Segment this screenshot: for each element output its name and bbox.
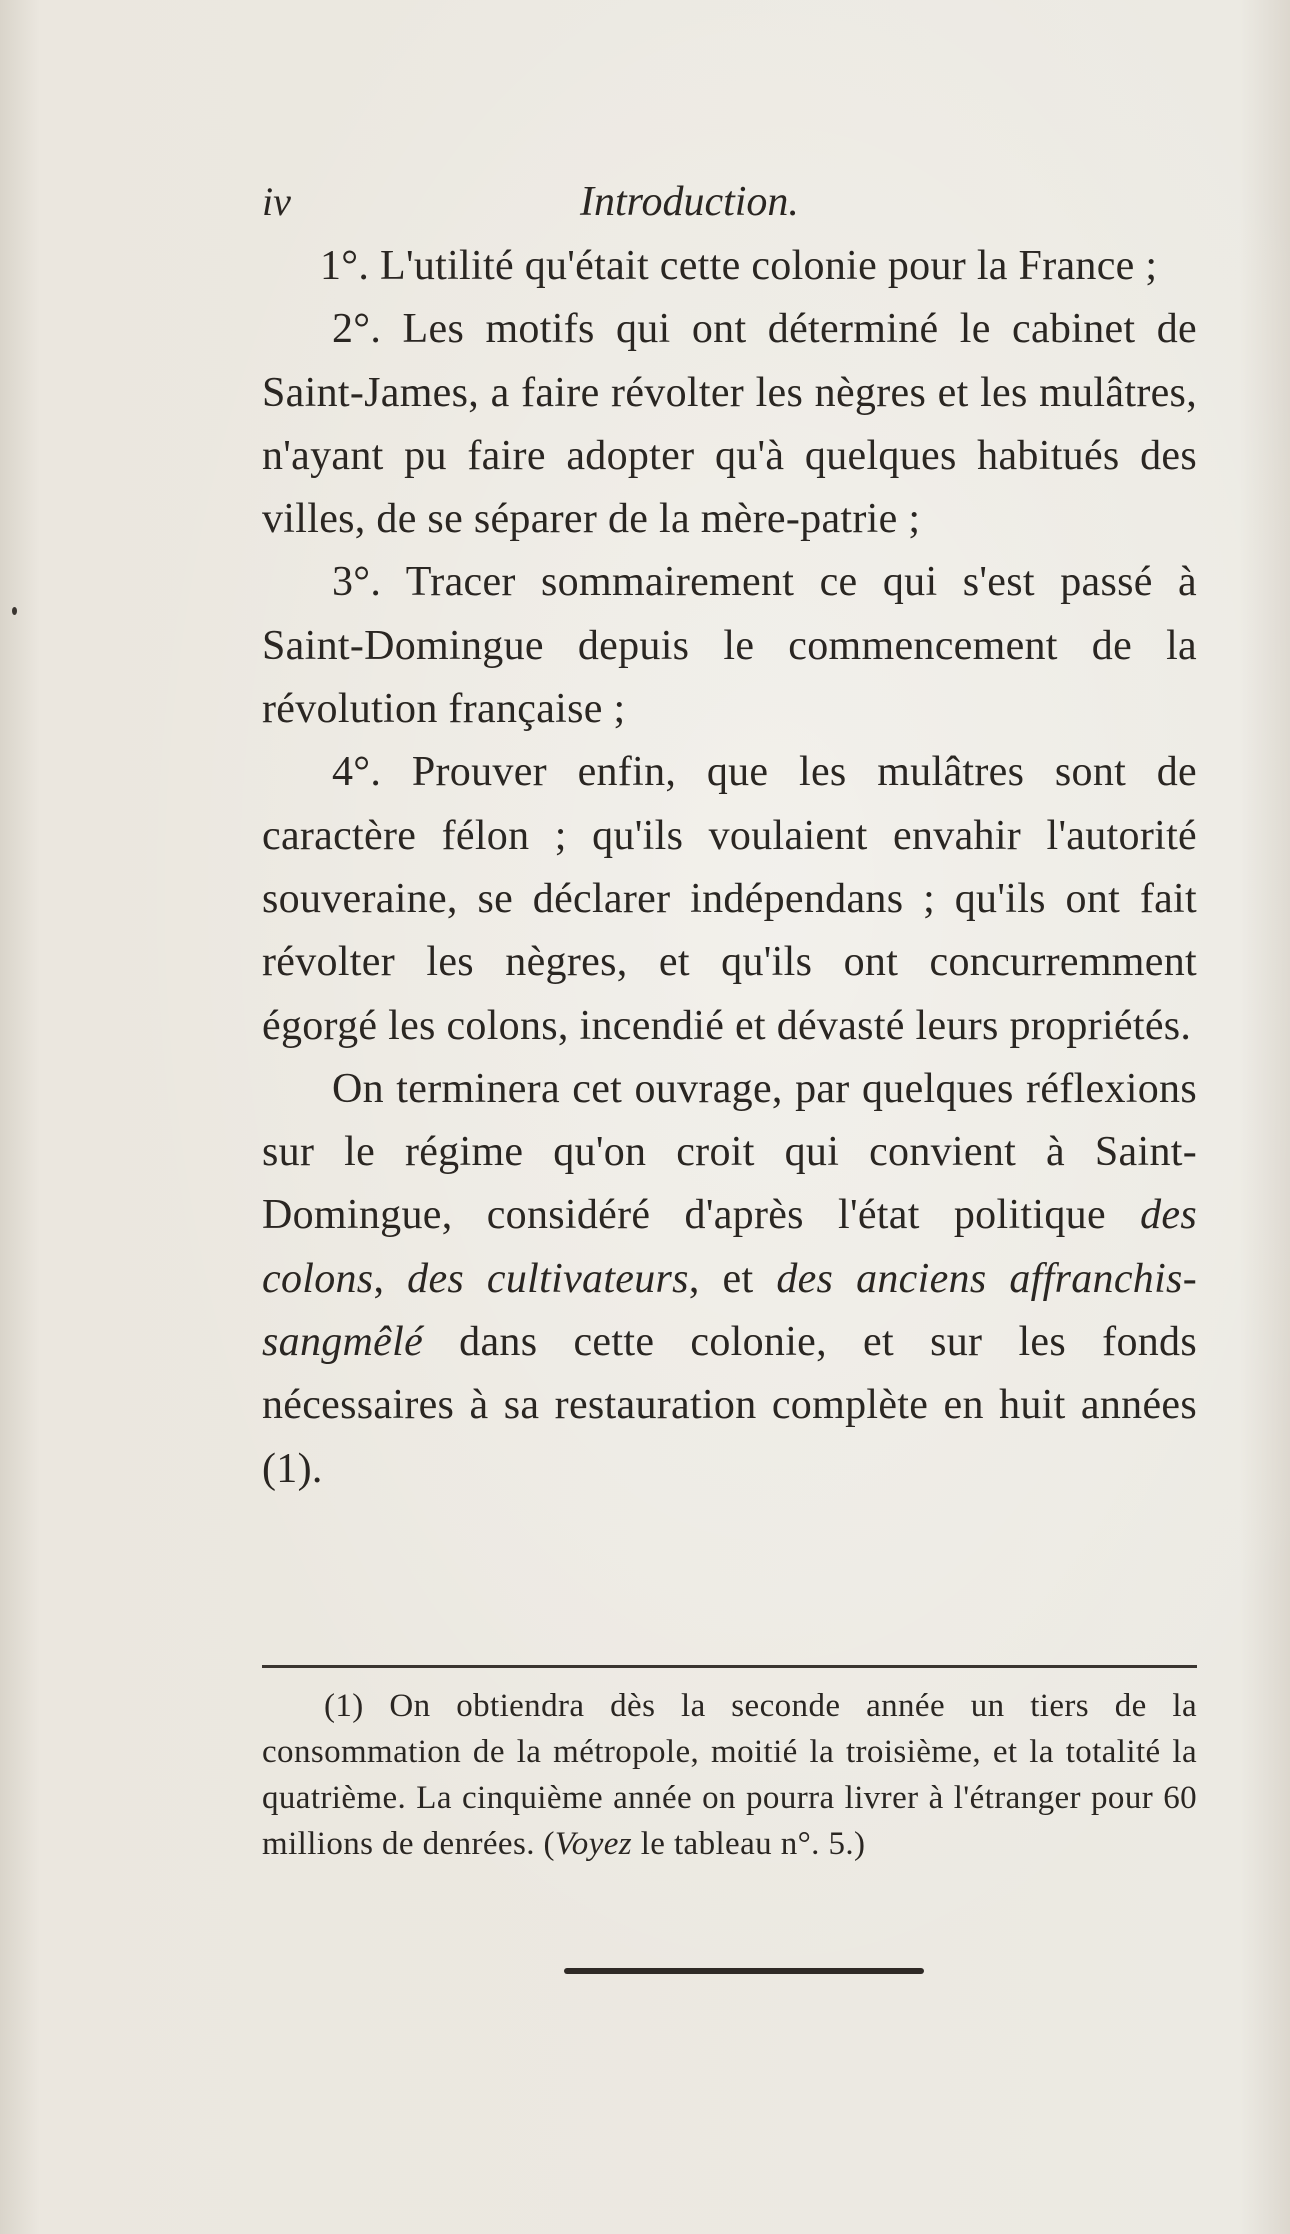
paper-speck [12,607,17,615]
text-run: le tableau n°. 5.) [632,1826,866,1862]
list-item: 4°. Prouver enfin, que les mulâtres sont de caractère félon ; qu'ils voulaient envahir l'autorité souveraine, se déclarer indépendans ; qu'ils ont fait révolter les nègres, et qu'ils ont concurremment égorgé les colons, incendié et dévasté leurs propriétés. [262,749,1197,1049]
running-title: Introduction. [580,179,799,225]
footnote [262,1683,1197,1867]
footnotes [262,1683,1197,1867]
main-text [262,235,1197,1501]
emphasis-voyez: Voyez [554,1826,633,1862]
emphasis-affranchis: des anciens affranchis-sangmêlé [262,1255,1197,1366]
footnote-divider [262,1665,1197,1668]
emphasis-cultivateurs: des cultivateurs [407,1255,689,1302]
emphasis-colons: des colons [262,1192,1197,1302]
running-head [262,178,1192,238]
page-number: iv [262,179,291,224]
text-run: (1) On obtiendra dès la seconde année un tiers de la consommation de la métropole, moitié la troisième, et la totalité la quatrième. La cinquième année on pourra livrer à l'étranger pour 60 millions de denrées. ( [262,1688,1197,1862]
list-item: 3°. Tracer sommairement ce qui s'est passé à Saint-Domingue depuis le commencement de la révolution française ; [262,559,1197,733]
closing-paragraph [262,1058,1197,1501]
text-run: , [373,1255,408,1302]
end-ornament-rule [564,1968,924,1974]
list-item: 1°. L'utilité qu'était cette colonie pour la France ; [320,243,1158,289]
text-run: , et [688,1255,777,1302]
text-run: dans cette colonie, et sur les fonds nécessaires à sa restauration complète en huit années (1). [262,1319,1197,1492]
text-run: On terminera cet ouvrage, par quelques réflexions sur le régime qu'on croit qui convient à Saint-Domingue, considéré d'après l'état politique [262,1065,1197,1239]
list-item: 2°. Les motifs qui ont déterminé le cabinet de Saint-James, a faire révolter les nègres et les mulâtres, n'ayant pu faire adopter qu'à quelques habitués des villes, de se séparer de la mère-patrie ; [262,306,1197,543]
